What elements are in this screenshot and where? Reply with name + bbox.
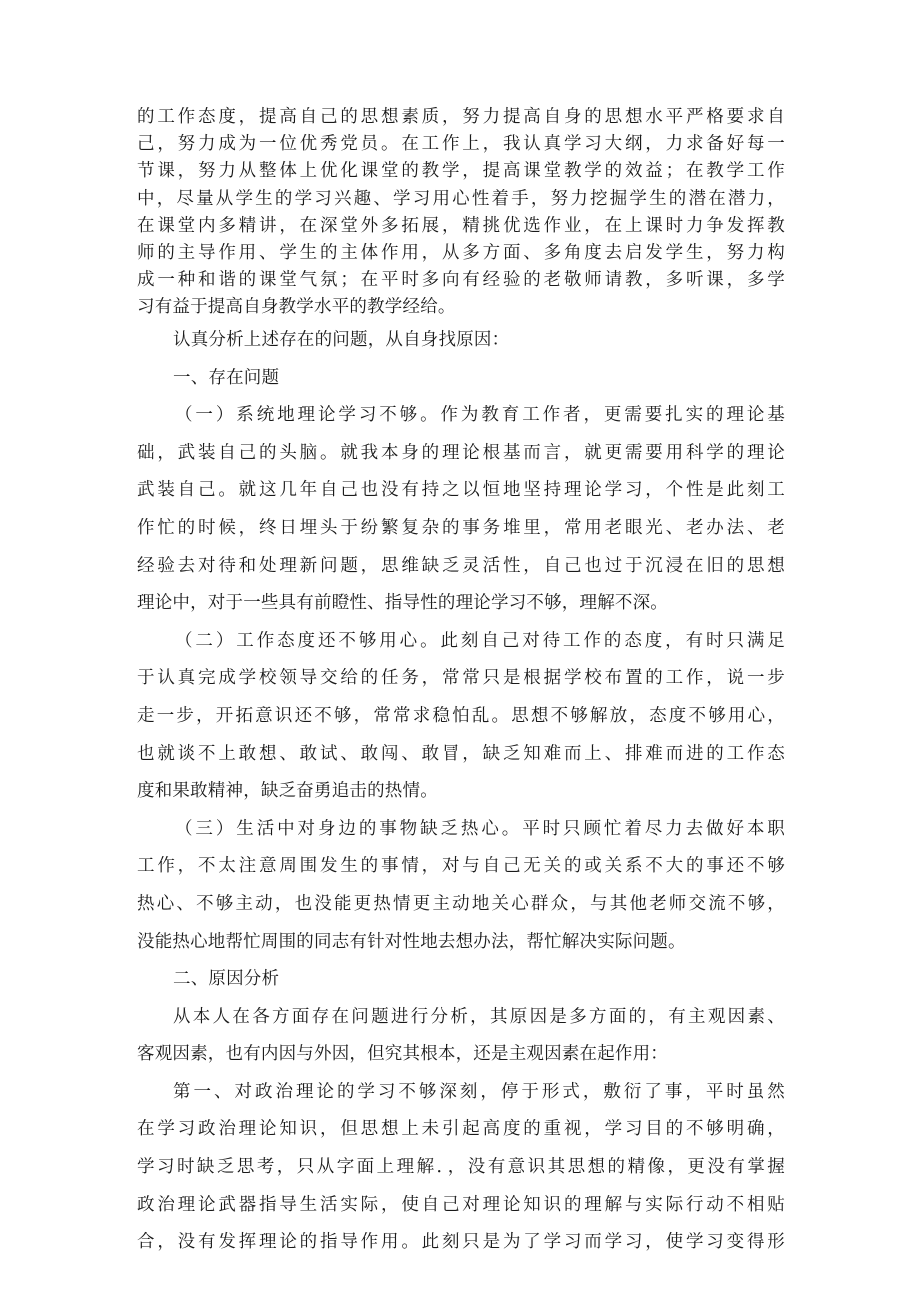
item3-line: （三）生活中对身边的事物缺乏热心。平时只顾忙着尽力去做好本职 <box>175 818 785 839</box>
item2-line: 走一步，开拓意识还不够，常常求稳怕乱。思想不够解放，态度不够用心， <box>137 705 785 726</box>
intro-line: 认真分析上述存在的问题，从自身找原因： <box>173 330 510 350</box>
reason-intro-line: 客观因素，也有内因与外因，但究其根本，还是主观因素在起作用： <box>137 1044 668 1065</box>
text-line: 中，尽量从学生的学习兴趣、学习用心性着手，努力挖掘学生的潜在潜力， <box>137 188 785 209</box>
item1-line: （一）系统地理论学习不够。作为教育工作者，更需要扎实的理论基 <box>175 405 785 426</box>
item1-line: 作忙的时候，终日埋头于纷繁复杂的事务堆里，常用老眼光、老办法、老 <box>137 517 785 538</box>
reason1-line: 合，没有发挥理论的指导作用。此刻只是为了学习而学习，使学习变得形 <box>137 1232 785 1253</box>
reason-intro-line: 从本人在各方面存在问题进行分析，其原因是多方面的，有主观因素、 <box>173 1006 785 1027</box>
text-line: 师的主导作用、学生的主体作用，从多方面、多角度去启发学生，努力构 <box>137 243 785 264</box>
top-paragraph <box>137 104 785 322</box>
reason1-line: 在学习政治理论知识，但思想上未引起高度的重视，学习目的不够明确， <box>137 1119 785 1140</box>
item1-line: 理论中，对于一些具有前瞪性、指导性的理论学习不够，理解不深。 <box>137 593 668 614</box>
item3-line: 热心、不够主动，也没能更热情更主动地关心群众，与其他老师交流不够， <box>137 893 785 914</box>
text-line: 习有益于提高自身教学水平的教学经给。 <box>137 297 456 318</box>
body-section <box>137 322 785 1262</box>
item1-line: 础，武装自己的头脑。就我本身的理论根基而言，就更需要用科学的理论 <box>137 442 785 463</box>
reason1-line: 学习时缺乏思考，只从字面上理解．，没有意识其思想的精像，更没有掌握 <box>137 1157 785 1178</box>
item2-line: 也就谈不上敢想、敢试、敢闯、敢冒，缺乏知难而上、排难而进的工作态 <box>137 743 785 764</box>
item2-line: 于认真完成学校领导交给的任务，常常只是根据学校布置的工作，说一步 <box>137 668 785 689</box>
item3-line: 工作，不太注意周围发生的事情，对与自己无关的或关系不大的事还不够 <box>137 856 785 877</box>
item3-line: 没能热心地帮忙周围的同志有针对性地去想办法，帮忙解决实际问题。 <box>137 931 686 952</box>
reason1-line: 第一、对政治理论的学习不够深刻，停于形式，敷衍了事，平时虽然 <box>173 1081 785 1102</box>
reason1-line: 政治理论武器指导生活实际，使自己对理论知识的理解与实际行动不相贴 <box>137 1194 785 1215</box>
item2-line: （二）工作态度还不够用心。此刻自己对待工作的态度，有时只满足 <box>175 630 785 651</box>
section-heading-reasons: 二、原因分析 <box>173 969 280 990</box>
text-line: 成一种和谐的课堂气氛；在平时多向有经验的老敬师请教，多听课，多学 <box>137 270 785 291</box>
text-line: 的工作态度，提高自己的思想素质，努力提高自身的思想水平严格要求自 <box>137 107 785 127</box>
text-line: 节课，努力从整体上优化课堂的教学，提高课堂教学的效益；在教学工作 <box>137 161 785 182</box>
item1-line: 武装自己。就这几年自己也没有持之以恒地坚持理论学习，个性是此刻工 <box>137 480 785 501</box>
text-line: 己，努力成为一位优秀党员。在工作上，我认真学习大纲，力求备好每一 <box>137 134 785 155</box>
item2-line: 度和果敢精神，缺乏奋勇追击的热情。 <box>137 781 438 802</box>
section-heading-problems: 一、存在问题 <box>173 367 280 388</box>
item1-line: 经验去对待和处理新问题，思维缺乏灵活性，自己也过于沉浸在旧的思想 <box>137 555 785 576</box>
text-line: 在课堂内多精讲，在深堂外多拓展，精挑优选作业，在上课时力争发挥教 <box>137 215 785 236</box>
